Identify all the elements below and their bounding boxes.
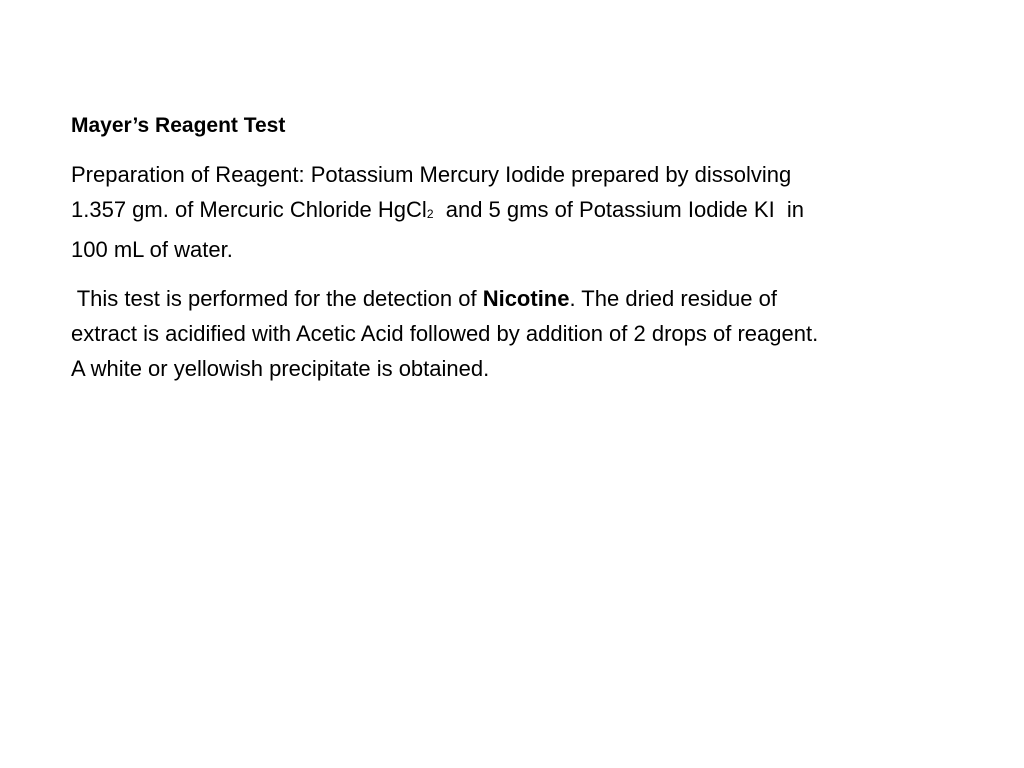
hgcl2-subscript: 2 [426, 207, 434, 221]
procedure-line-1-after: . The dried residue of [569, 286, 777, 311]
preparation-line-1: Preparation of Reagent: Potassium Mercury Iodide prepared by dissolving [71, 162, 792, 187]
preparation-line-3: 100 mL of water. [71, 237, 233, 262]
procedure-line-1-before: This test is performed for the detection of [71, 286, 483, 311]
procedure-line-3: A white or yellowish precipitate is obtained. [71, 356, 490, 381]
test-title: Mayer’s Reagent Test [71, 114, 286, 137]
text-content [71, 111, 961, 400]
procedure-line-1 [71, 281, 961, 316]
procedure-paragraph [71, 281, 961, 386]
preparation-line-2-after: and 5 gms of Potassium Iodide KI in [433, 197, 805, 222]
nicotine-keyword: Nicotine [482, 286, 570, 311]
procedure-line-2: extract is acidified with Acetic Acid followed by addition of 2 drops of reagent. [71, 321, 819, 346]
preparation-paragraph [71, 157, 961, 267]
preparation-line-2-before: 1.357 gm. of Mercuric Chloride HgCl [71, 197, 427, 222]
preparation-line-2 [71, 192, 961, 232]
